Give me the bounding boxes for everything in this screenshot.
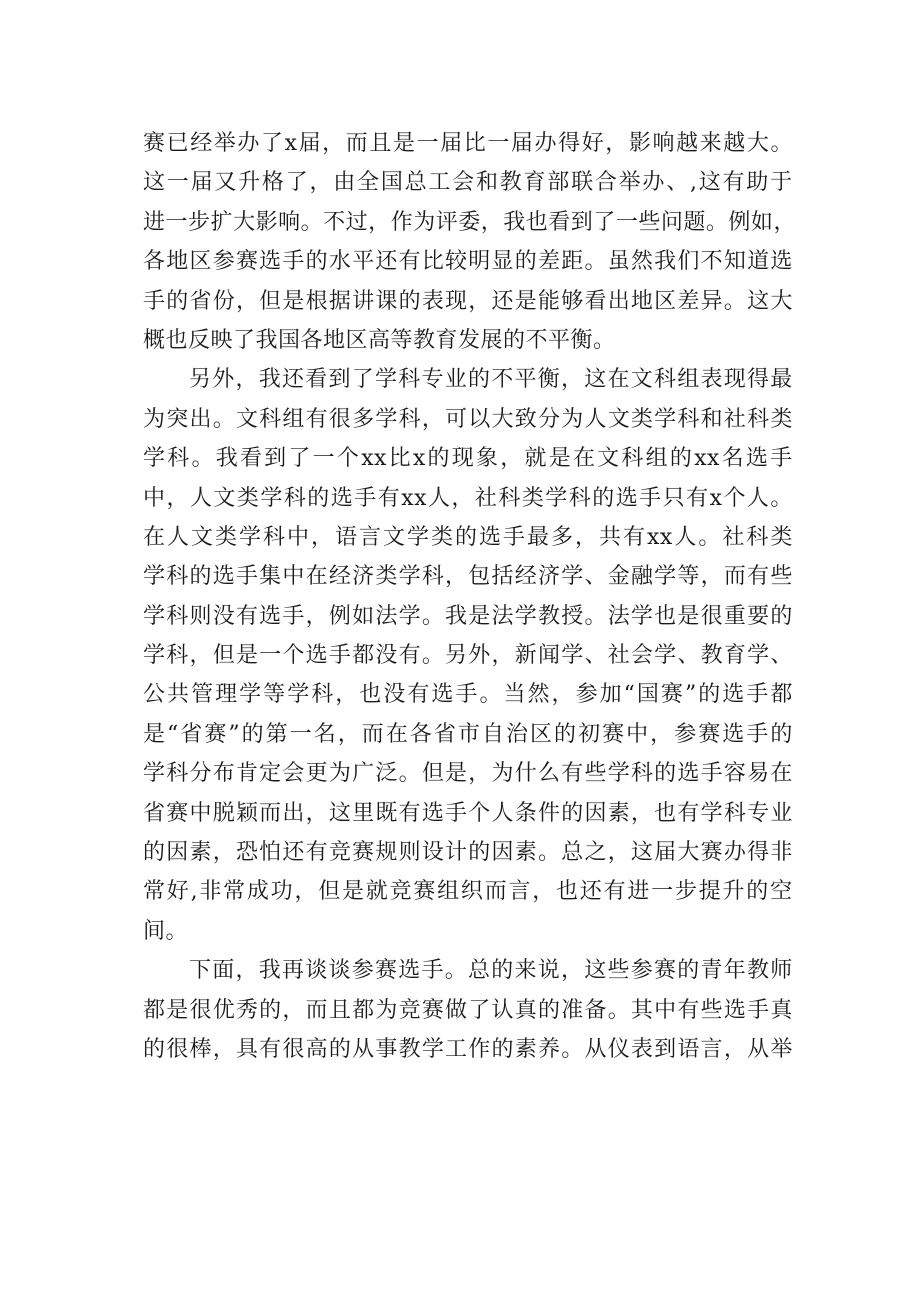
text-line: 间。 [143, 918, 189, 944]
text-line: 这 一 届 又 升 格 了 ， 由 全 国 总 工 会 和 教 育 部 联 合 举 办 、 , 这 有 助 于 [143, 170, 793, 196]
text-line: 概也反映了我国各地区高等教育发展的不平衡。 [143, 327, 616, 353]
body-text [143, 124, 796, 1069]
text-line: 在 人 文 类 学 科 中 ， 语 言 文 学 类 的 选 手 最 多 ， 共 有 xx 人 。 社 科 类 [143, 524, 793, 550]
text-line: 另 外 ， 我 还 看 到 了 学 科 专 业 的 不 平 衡 ， 这 在 文 科 组 表 现 得 最 [189, 367, 793, 393]
text-line: 中 ， 人 文 类 学 科 的 选 手 有 xx 人 ， 社 科 类 学 科 的 选 手 只 有 x 个 人 。 [143, 485, 793, 511]
text-line: 学 科 则 没 有 选 手 ， 例 如 法 学 。 我 是 法 学 教 授 。 法 学 也 是 很 重 要 的 [143, 603, 793, 629]
text-line: 都 是 很 优 秀 的 ， 而 且 都 为 竞 赛 做 了 认 真 的 准 备 。 其 中 有 些 选 手 真 [143, 997, 793, 1023]
text-line: 学 科 分 布 肯 定 会 更 为 广 泛 。 但 是 ， 为 什 么 有 些 学 科 的 选 手 容 易 在 [143, 761, 793, 787]
text-line: 省 赛 中 脱 颖 而 出 ， 这 里 既 有 选 手 个 人 条 件 的 因 素 ， 也 有 学 科 专 业 [143, 800, 793, 826]
text-line: 学 科 ， 但 是 一 个 选 手 都 没 有 。 另 外 ， 新 闻 学 、 社 会 学 、 教 育 学 、 [143, 643, 793, 669]
text-line: 赛 已 经 举 办 了 x 届 ， 而 且 是 一 届 比 一 届 办 得 好 ， 影 响 越 来 越 大 。 [143, 131, 793, 156]
text-line: 学 科 。 我 看 到 了 一 个 xx 比 x 的 现 象 ， 就 是 在 文 科 组 的 xx 名 选 手 [143, 446, 793, 472]
text-line: 各 地 区 参 赛 选 手 的 水 平 还 有 比 较 明 显 的 差 距 。 虽 然 我 们 不 知 道 选 [143, 249, 793, 275]
text-line: 进 一 步 扩 大 影 响 。 不 过 ， 作 为 评 委 ， 我 也 看 到 了 一 些 问 题 。 例 如 ， [143, 209, 796, 235]
text-line: 常 好 , 非 常 成 功 ， 但 是 就 竞 赛 组 织 而 言 ， 也 还 有 进 一 步 提 升 的 空 [143, 879, 793, 905]
text-line: 学 科 的 选 手 集 中 在 经 济 类 学 科 ， 包 括 经 济 学 、 金 融 学 等 ， 而 有 些 [143, 564, 793, 590]
text-line: 下 面 ， 我 再 谈 谈 参 赛 选 手 。 总 的 来 说 ， 这 些 参 赛 的 青 年 教 师 [189, 958, 793, 984]
text-line: 公 共 管 理 学 等 学 科 ， 也 没 有 选 手 。 当 然 ， 参 加 “ 国 赛 ” 的 选 手 都 [143, 682, 793, 708]
text-line: 的 很 棒 ， 具 有 很 高 的 从 事 教 学 工 作 的 素 养 。 从 仪 表 到 语 言 ， 从 举 [143, 1036, 793, 1062]
text-line: 为 突 出 。 文 科 组 有 很 多 学 科 ， 可 以 大 致 分 为 人 文 类 学 科 和 社 科 类 [143, 406, 793, 432]
text-line: 手 的 省 份 ， 但 是 根 据 讲 课 的 表 现 ， 还 是 能 够 看 出 地 区 差 异 。 这 大 [143, 288, 793, 314]
text-line: 的 因 素 ， 恐 怕 还 有 竞 赛 规 则 设 计 的 因 素 。 总 之 ， 这 届 大 赛 办 得 非 [143, 840, 793, 866]
text-line: 是 “ 省 赛 ” 的 第 一 名 ， 而 在 各 省 市 自 治 区 的 初 赛 中 ， 参 赛 选 手 的 [143, 721, 793, 747]
